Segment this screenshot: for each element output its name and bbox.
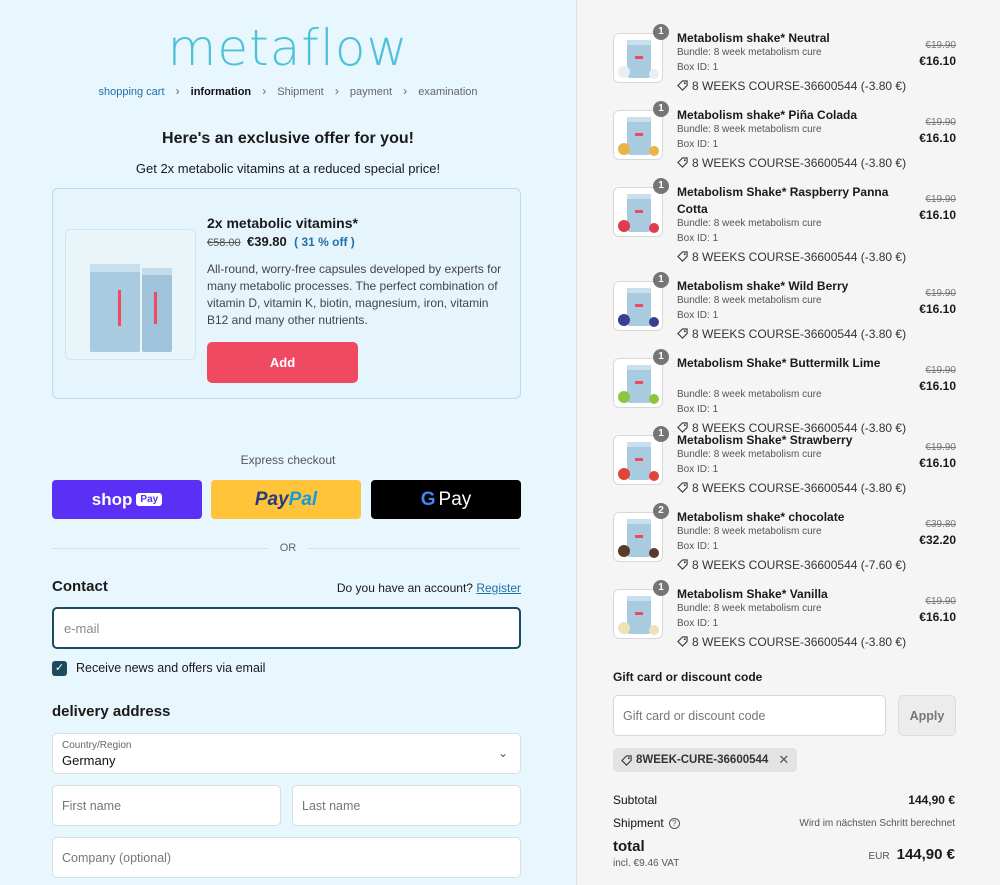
item-price: €16.10 bbox=[919, 610, 956, 624]
product-thumbnail bbox=[613, 512, 663, 562]
register-link[interactable]: Register bbox=[476, 581, 521, 595]
quantity-badge: 1 bbox=[653, 178, 669, 194]
product-thumbnail bbox=[613, 589, 663, 639]
country-value: Germany bbox=[62, 753, 116, 768]
crumb-information: information bbox=[190, 86, 252, 98]
currency-code: EUR bbox=[868, 851, 890, 862]
express-checkout-label: Express checkout bbox=[240, 453, 336, 467]
contact-heading: Contact bbox=[52, 578, 108, 595]
item-coupon: 8 WEEKS COURSE-36600544 (-3.80 €) bbox=[677, 79, 906, 93]
tag-icon bbox=[677, 157, 688, 168]
product-thumbnail bbox=[613, 281, 663, 331]
quantity-badge: 1 bbox=[653, 24, 669, 40]
item-coupon: 8 WEEKS COURSE-36600544 (-3.80 €) bbox=[677, 481, 906, 495]
item-coupon: 8 WEEKS COURSE-36600544 (-3.80 €) bbox=[677, 327, 906, 341]
google-pay-logo: G Pay bbox=[420, 488, 472, 510]
crumb-shipment: Shipment bbox=[277, 86, 324, 98]
tag-icon bbox=[677, 482, 688, 493]
subtotal-value: 144,90 € bbox=[908, 793, 955, 807]
item-bundle: Bundle: 8 week metabolism cure bbox=[677, 389, 822, 400]
item-coupon: 8 WEEKS COURSE-36600544 (-3.80 €) bbox=[677, 421, 906, 435]
item-coupon: 8 WEEKS COURSE-36600544 (-3.80 €) bbox=[677, 250, 906, 264]
item-old-price: €19.90 bbox=[925, 365, 956, 376]
metaflow-logo[interactable]: metaflow bbox=[167, 19, 409, 77]
crumb-examination: examination bbox=[418, 86, 478, 98]
quantity-badge: 1 bbox=[653, 426, 669, 442]
newsletter-label: Receive news and offers via email bbox=[76, 661, 266, 675]
product-thumbnail bbox=[613, 187, 663, 237]
cart-item bbox=[613, 582, 958, 663]
cart-item bbox=[613, 351, 958, 435]
delivery-address-heading: delivery address bbox=[52, 703, 171, 720]
total-value: EUR 144,90 € bbox=[868, 846, 955, 863]
item-bundle: Bundle: 8 week metabolism cure bbox=[677, 47, 822, 58]
crumb-payment: payment bbox=[349, 86, 393, 98]
tag-icon bbox=[677, 559, 688, 570]
item-price: €16.10 bbox=[919, 208, 956, 222]
item-name: Metabolism Shake* Strawberry bbox=[677, 433, 853, 447]
item-price: €16.10 bbox=[919, 456, 956, 470]
google-pay-button[interactable] bbox=[371, 480, 521, 519]
offer-new-price: €39.80 bbox=[247, 234, 287, 249]
item-box-id: Box ID: 1 bbox=[677, 404, 719, 415]
tag-icon bbox=[677, 251, 688, 262]
quantity-badge: 2 bbox=[653, 503, 669, 519]
item-box-id: Box ID: 1 bbox=[677, 464, 719, 475]
shop-pay-button[interactable] bbox=[52, 480, 202, 519]
apply-discount-button[interactable]: Apply bbox=[898, 695, 956, 736]
item-box-id: Box ID: 1 bbox=[677, 233, 719, 244]
item-old-price: €19.90 bbox=[925, 442, 956, 453]
chevron-right-icon: › bbox=[262, 84, 267, 98]
shipment-label: Shipment ? bbox=[613, 816, 680, 830]
cart-item bbox=[613, 428, 958, 509]
item-box-id: Box ID: 1 bbox=[677, 139, 719, 150]
offer-title: Here's an exclusive offer for you! bbox=[162, 130, 414, 147]
item-old-price: €19.90 bbox=[925, 194, 956, 205]
item-price: €16.10 bbox=[919, 54, 956, 68]
offer-discount: ( 31 % off ) bbox=[294, 235, 355, 249]
chevron-right-icon: › bbox=[175, 84, 180, 98]
item-bundle: Bundle: 8 week metabolism cure bbox=[677, 124, 822, 135]
cart-item bbox=[613, 274, 958, 355]
item-box-id: Box ID: 1 bbox=[677, 618, 719, 629]
item-box-id: Box ID: 1 bbox=[677, 541, 719, 552]
shop-pay-badge: Pay bbox=[136, 493, 162, 506]
offer-description: All-round, worry-free capsules developed by experts for many metabolic processes. The perfect combination of vitamin D, vitamin K, biotin, magnesium, iron, vitamin B12 and many other nutrients. bbox=[207, 262, 502, 327]
order-summary bbox=[576, 0, 1000, 885]
chevron-right-icon: › bbox=[334, 84, 339, 98]
country-label: Country/Region bbox=[62, 740, 132, 751]
company-field[interactable]: Company (optional) bbox=[52, 837, 521, 878]
first-name-field[interactable]: First name bbox=[52, 785, 281, 826]
info-icon[interactable]: ? bbox=[669, 818, 680, 829]
quantity-badge: 1 bbox=[653, 580, 669, 596]
offer-price bbox=[207, 234, 355, 249]
cart-item bbox=[613, 103, 958, 184]
vat-label: incl. €9.46 VAT bbox=[613, 858, 680, 869]
item-old-price: €39.80 bbox=[925, 519, 956, 530]
item-coupon: 8 WEEKS COURSE-36600544 (-3.80 €) bbox=[677, 156, 906, 170]
add-offer-button[interactable]: Add bbox=[207, 342, 358, 383]
item-price: €16.10 bbox=[919, 302, 956, 316]
tag-icon bbox=[621, 755, 632, 766]
shipment-value: Wird im nächsten Schritt berechnet bbox=[799, 818, 955, 829]
chevron-right-icon: › bbox=[403, 84, 408, 98]
google-g-icon: G bbox=[420, 488, 436, 510]
product-thumbnail bbox=[613, 110, 663, 160]
cart-item bbox=[613, 26, 958, 107]
breadcrumb bbox=[0, 84, 576, 98]
offer-product-name: 2x metabolic vitamins* bbox=[207, 215, 358, 231]
applied-code-chip: 8WEEK-CURE-36600544 ✕ bbox=[613, 748, 797, 772]
item-price: €16.10 bbox=[919, 379, 956, 393]
item-old-price: €19.90 bbox=[925, 596, 956, 607]
item-old-price: €19.90 bbox=[925, 288, 956, 299]
product-thumbnail bbox=[613, 435, 663, 485]
cart-item bbox=[613, 180, 958, 264]
last-name-field[interactable]: Last name bbox=[292, 785, 521, 826]
item-bundle: Bundle: 8 week metabolism cure bbox=[677, 449, 822, 460]
or-divider-text: OR bbox=[0, 542, 576, 554]
item-box-id: Box ID: 1 bbox=[677, 310, 719, 321]
paypal-logo: PayPal bbox=[254, 488, 318, 510]
upsell-offer-card bbox=[52, 188, 521, 399]
vitamins-product-image bbox=[65, 229, 196, 360]
item-name: Metabolism shake* Wild Berry bbox=[677, 279, 849, 293]
email-field[interactable] bbox=[52, 607, 521, 649]
item-price: €32.20 bbox=[919, 533, 956, 547]
product-thumbnail bbox=[613, 33, 663, 83]
item-name: Metabolism shake* chocolate bbox=[677, 510, 845, 524]
item-bundle: Bundle: 8 week metabolism cure bbox=[677, 526, 822, 537]
subtotal-label: Subtotal bbox=[613, 793, 658, 807]
discount-code-input[interactable] bbox=[613, 695, 886, 736]
item-name: Metabolism shake* Piña Colada bbox=[677, 108, 858, 122]
item-coupon: 8 WEEKS COURSE-36600544 (-7.60 €) bbox=[677, 558, 906, 572]
item-old-price: €19.90 bbox=[925, 40, 956, 51]
product-thumbnail bbox=[613, 358, 663, 408]
item-box-id: Box ID: 1 bbox=[677, 62, 719, 73]
quantity-badge: 1 bbox=[653, 349, 669, 365]
item-price: €16.10 bbox=[919, 131, 956, 145]
quantity-badge: 1 bbox=[653, 101, 669, 117]
crumb-shopping-cart[interactable]: shopping cart bbox=[98, 86, 165, 98]
item-coupon: 8 WEEKS COURSE-36600544 (-3.80 €) bbox=[677, 635, 906, 649]
shop-pay-logo: shop bbox=[91, 489, 133, 509]
tag-icon bbox=[677, 636, 688, 647]
offer-subtitle: Get 2x metabolic vitamins at a reduced special price! bbox=[135, 161, 441, 176]
newsletter-checkbox[interactable]: ✓ bbox=[52, 661, 67, 676]
account-question: Do you have an account? Register bbox=[336, 581, 521, 595]
remove-code-icon[interactable]: ✕ bbox=[778, 752, 790, 767]
item-name: Metabolism Shake* Vanilla bbox=[677, 587, 828, 601]
item-bundle: Bundle: 8 week metabolism cure bbox=[677, 218, 822, 229]
paypal-button[interactable] bbox=[211, 480, 361, 519]
item-bundle: Bundle: 8 week metabolism cure bbox=[677, 603, 822, 614]
item-name: Metabolism Shake* Buttermilk Lime bbox=[677, 356, 881, 370]
cart-item bbox=[613, 505, 958, 586]
discount-heading: Gift card or discount code bbox=[613, 670, 763, 684]
item-name: Metabolism shake* Neutral bbox=[677, 31, 830, 45]
tag-icon bbox=[677, 328, 688, 339]
item-old-price: €19.90 bbox=[925, 117, 956, 128]
country-select[interactable] bbox=[52, 733, 521, 774]
total-label: total bbox=[613, 838, 645, 855]
chevron-down-icon: ⌄ bbox=[497, 746, 508, 760]
quantity-badge: 1 bbox=[653, 272, 669, 288]
item-bundle: Bundle: 8 week metabolism cure bbox=[677, 295, 822, 306]
tag-icon bbox=[677, 80, 688, 91]
offer-old-price: €58.00 bbox=[207, 237, 241, 249]
item-name: Metabolism Shake* Raspberry Panna Cotta bbox=[677, 185, 889, 216]
